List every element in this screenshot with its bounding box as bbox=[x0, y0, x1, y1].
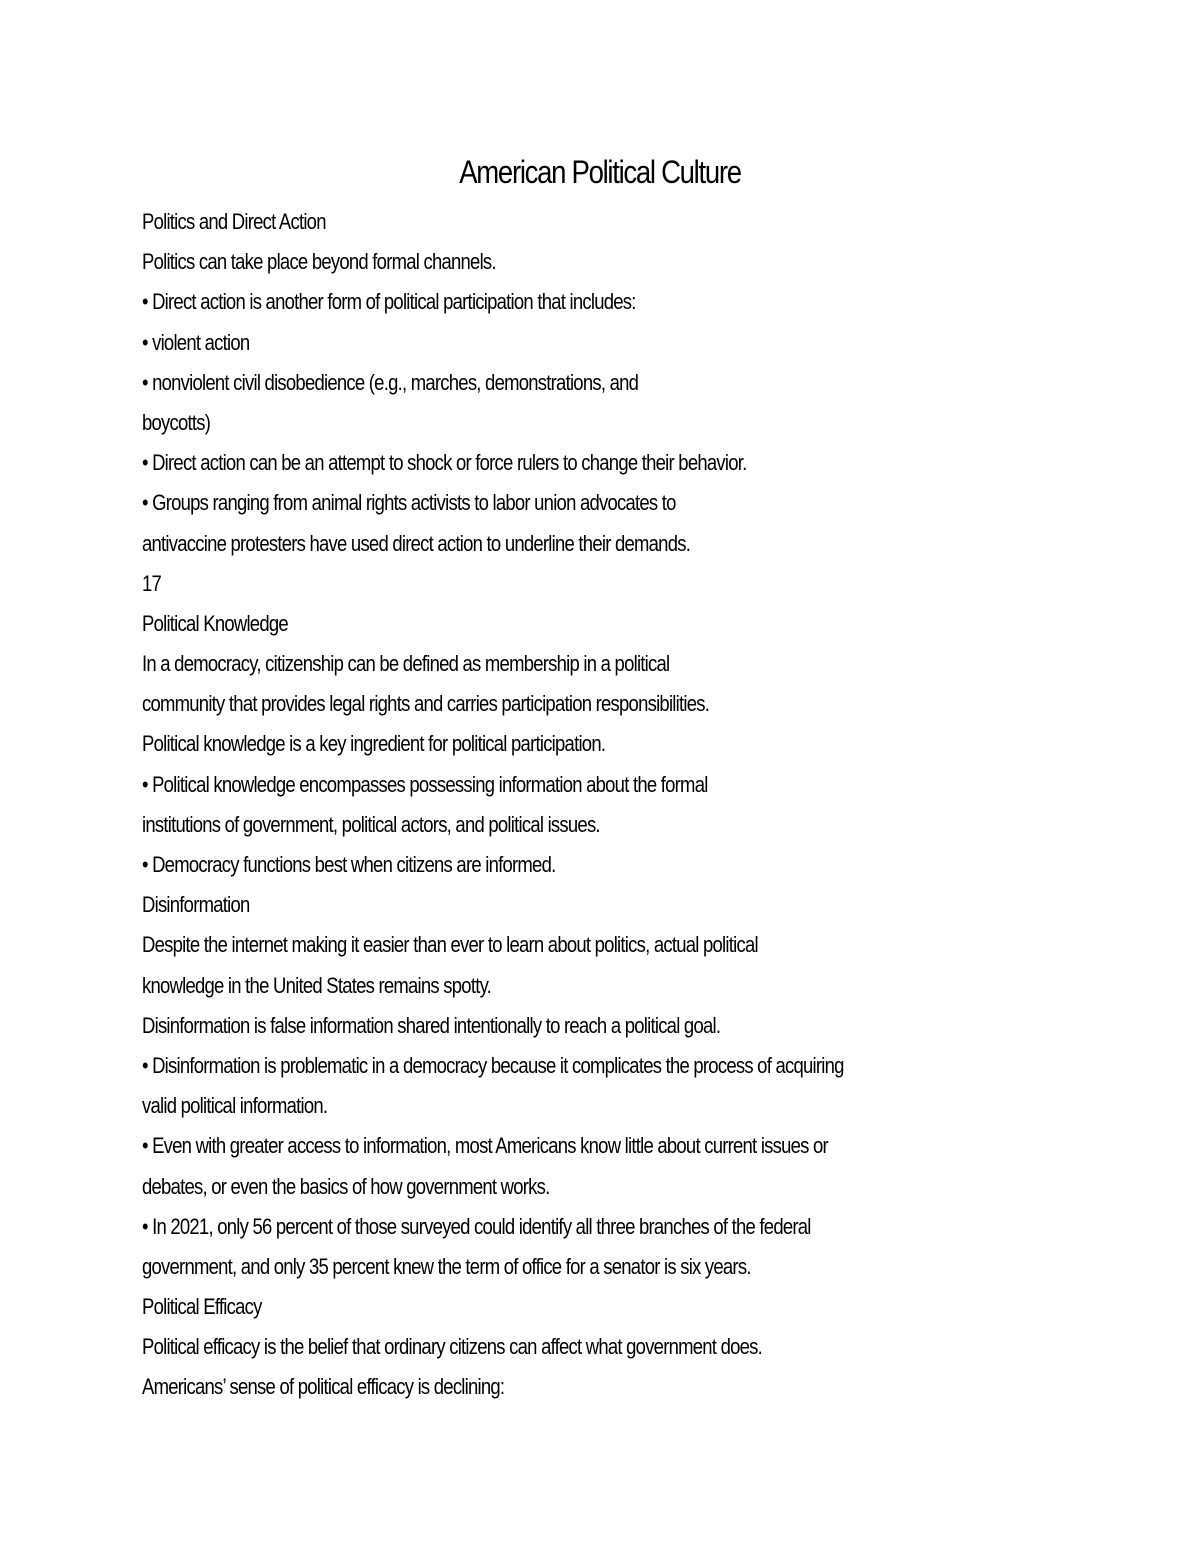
bullet-line: • Political knowledge encompasses possessing information about the formal bbox=[142, 771, 708, 797]
text-line: Politics can take place beyond formal channels. bbox=[142, 249, 496, 275]
section-heading-political-efficacy: Political Efficacy bbox=[142, 1294, 262, 1320]
section-heading-direct-action: Politics and Direct Action bbox=[142, 209, 326, 234]
text-line: boycotts) bbox=[142, 409, 211, 435]
bullet-line: • Even with greater access to information, most Americans know little about current issues or bbox=[142, 1133, 828, 1159]
bullet-line: • Direct action can be an attempt to shock or force rulers to change their behavior. bbox=[142, 450, 747, 476]
document-title: American Political Culture bbox=[459, 154, 741, 190]
text-line: Political knowledge is a key ingredient for political participation. bbox=[142, 731, 606, 757]
bullet-line: • Direct action is another form of political participation that includes: bbox=[142, 289, 636, 315]
text-line: knowledge in the United States remains spotty. bbox=[142, 972, 492, 998]
text-line: community that provides legal rights and carries participation responsibilities. bbox=[142, 691, 710, 717]
bullet-line: • nonviolent civil disobedience (e.g., marches, demonstrations, and bbox=[142, 369, 639, 395]
text-line: valid political information. bbox=[142, 1093, 328, 1119]
text-line: debates, or even the basics of how government works. bbox=[142, 1173, 550, 1199]
text-line: institutions of government, political actors, and political issues. bbox=[142, 811, 600, 837]
bullet-line: • In 2021, only 56 percent of those surveyed could identify all three branches of the federal bbox=[142, 1213, 811, 1239]
bullet-line: • Groups ranging from animal rights activists to labor union advocates to bbox=[142, 490, 676, 516]
bullet-line: • Democracy functions best when citizens are informed. bbox=[142, 852, 556, 877]
section-heading-political-knowledge: Political Knowledge bbox=[142, 610, 288, 636]
document-body bbox=[142, 202, 1042, 1408]
text-line: government, and only 35 percent knew the term of office for a senator is six years. bbox=[142, 1253, 751, 1279]
text-line: In a democracy, citizenship can be defined as membership in a political bbox=[142, 651, 670, 677]
page-number: 17 bbox=[142, 570, 162, 596]
text-line: antivaccine protesters have used direct action to underline their demands. bbox=[142, 530, 691, 556]
text-line: Despite the internet making it easier than ever to learn about politics, actual political bbox=[142, 932, 758, 958]
section-heading-disinformation: Disinformation bbox=[142, 892, 250, 918]
bullet-line: • violent action bbox=[142, 329, 250, 355]
text-line: Americans’ sense of political efficacy is declining: bbox=[142, 1374, 505, 1400]
text-line: Disinformation is false information shared intentionally to reach a political goal. bbox=[142, 1012, 721, 1038]
text-line: Political efficacy is the belief that ordinary citizens can affect what government does. bbox=[142, 1334, 762, 1360]
bullet-line: • Disinformation is problematic in a democracy because it complicates the process of acquiring bbox=[142, 1052, 844, 1078]
